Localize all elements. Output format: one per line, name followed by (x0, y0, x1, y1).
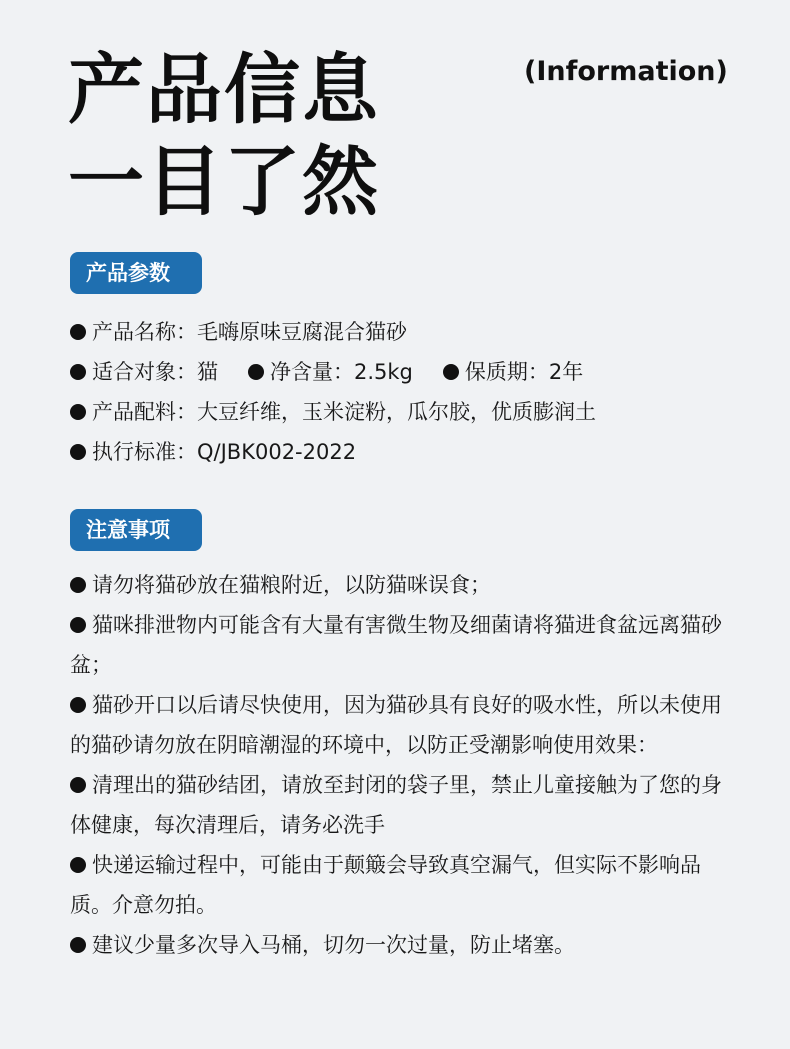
bullet-icon (443, 364, 459, 380)
english-subtitle: (Information) (524, 56, 728, 87)
bullet-icon (70, 697, 86, 713)
bullet-icon (70, 777, 86, 793)
title-line-2: 一目了然 (68, 137, 380, 226)
params-list (70, 312, 596, 472)
note-item: 猫咪排泄物内可能含有大量有害微生物及细菌请将猫进食盆远离猫砂盆； (70, 613, 722, 677)
param-net-group (248, 352, 413, 392)
title-line-1: 产品信息 (68, 45, 380, 134)
bullet-icon (70, 577, 86, 593)
bullet-icon (70, 404, 86, 420)
bullet-icon (248, 364, 264, 380)
param-standard: 执行标准：Q/JBK002-2022 (92, 440, 357, 464)
param-row-name (70, 312, 596, 352)
bullet-icon (70, 324, 86, 340)
note-item: 建议少量多次导入马桶，切勿一次过量，防止堵塞。 (70, 925, 730, 965)
section-heading-params: 产品参数 (70, 252, 202, 294)
param-name: 产品名称：毛嗨原味豆腐混合猫砂 (92, 320, 407, 344)
page-title (68, 44, 380, 228)
param-row-ingredients (70, 392, 596, 432)
param-net: 净含量：2.5kg (270, 360, 413, 384)
param-target: 适合对象：猫 (92, 360, 218, 384)
note-item: 猫砂开口以后请尽快使用，因为猫砂具有良好的吸水性，所以未使用的猫砂请勿放在阴暗潮湿的环境中，以防正受潮影响使用效果： (70, 693, 722, 757)
param-ingredients: 产品配料：大豆纤维，玉米淀粉，瓜尔胶，优质膨润土 (92, 400, 596, 424)
note-item: 请勿将猫砂放在猫粮附近，以防猫咪误食； (70, 565, 730, 605)
section-heading-notes: 注意事项 (70, 509, 202, 551)
notes-list (70, 565, 730, 965)
bullet-icon (70, 937, 86, 953)
param-row-standard (70, 432, 596, 472)
param-shelf: 保质期：2年 (464, 360, 584, 384)
param-target-group (70, 352, 218, 392)
bullet-icon (70, 364, 86, 380)
note-item: 清理出的猫砂结团，请放至封闭的袋子里，禁止儿童接触为了您的身体健康，每次清理后，请务必洗手 (70, 773, 722, 837)
bullet-icon (70, 857, 86, 873)
bullet-icon (70, 444, 86, 460)
param-row-target (70, 352, 596, 392)
note-item: 快递运输过程中，可能由于颠簸会导致真空漏气，但实际不影响品质。介意勿拍。 (70, 853, 701, 917)
param-shelf-group (443, 352, 583, 392)
bullet-icon (70, 617, 86, 633)
